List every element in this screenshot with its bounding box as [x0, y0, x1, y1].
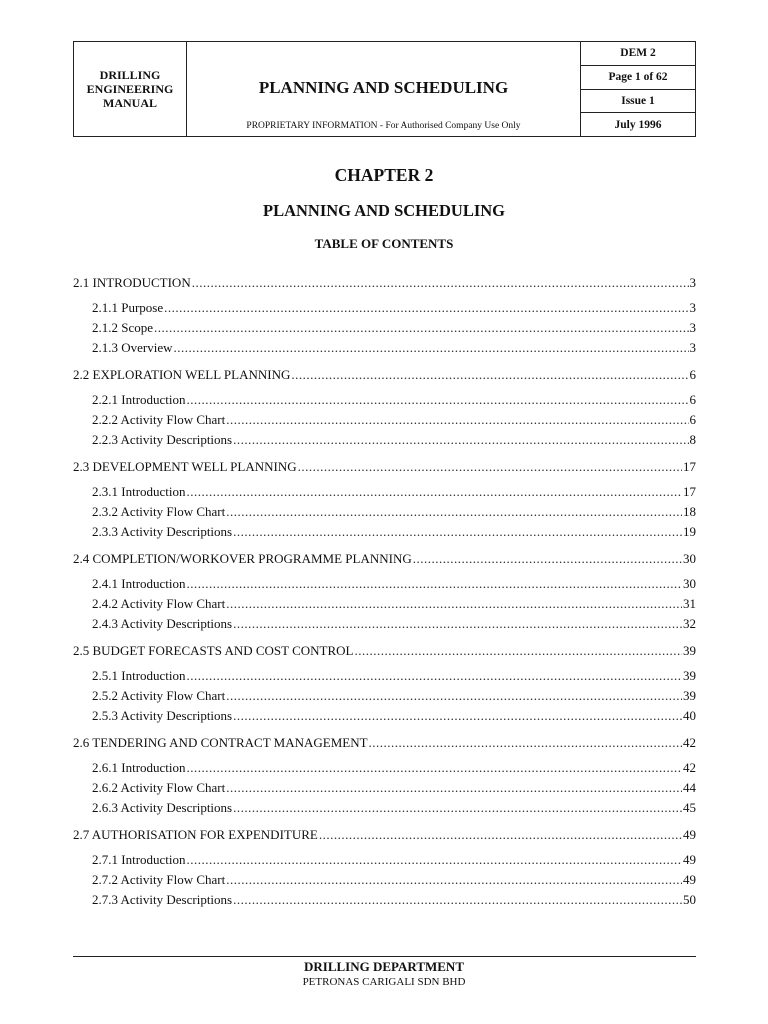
toc-subsection[interactable]: [92, 615, 696, 633]
toc-section[interactable]: [73, 642, 696, 660]
toc-page-number: 42: [683, 735, 696, 750]
chapter-heading: CHAPTER 2: [334, 165, 434, 185]
toc-dot-leader: [355, 642, 682, 660]
toc-entry-title: 2.3.3 Activity Descriptions: [92, 524, 233, 539]
doc-code: DEM 2: [581, 42, 695, 66]
toc-page-number: 44: [683, 780, 696, 795]
toc-subsection[interactable]: [92, 871, 696, 889]
toc-subsection[interactable]: [92, 523, 696, 541]
toc-section[interactable]: [73, 274, 696, 292]
toc-entry-title: 2.4.3 Activity Descriptions: [92, 616, 233, 631]
toc-subsection[interactable]: [92, 687, 696, 705]
toc-page-number: 6: [689, 412, 696, 427]
toc-entry-title: 2.4 COMPLETION/WORKOVER PROGRAMME PLANNING: [73, 551, 412, 566]
toc-subsection[interactable]: [92, 707, 696, 725]
toc-dot-leader: [233, 707, 682, 725]
page-number: Page 1 of 62: [581, 66, 695, 90]
toc-section[interactable]: [73, 458, 696, 476]
toc-dot-leader: [192, 274, 689, 292]
toc-entry-title: 2.6.1 Introduction: [92, 760, 186, 775]
toc-dot-leader: [164, 299, 688, 317]
toc-subsection[interactable]: [92, 891, 696, 909]
toc-dot-leader: [226, 779, 682, 797]
toc-section[interactable]: [73, 826, 696, 844]
toc-page-number: 39: [683, 643, 696, 658]
toc-page-number: 32: [683, 616, 696, 631]
toc-entry-title: 2.1 INTRODUCTION: [73, 275, 191, 290]
toc-dot-leader: [226, 687, 682, 705]
toc-section[interactable]: [73, 550, 696, 568]
toc-page-number: 8: [689, 432, 696, 447]
toc-page-number: 3: [689, 300, 696, 315]
toc-page-number: 3: [689, 340, 696, 355]
toc-page-number: 42: [683, 760, 696, 775]
header-title-cell: [187, 42, 581, 136]
toc-dot-leader: [226, 871, 682, 889]
toc-subsection[interactable]: [92, 431, 696, 449]
toc-dot-leader: [319, 826, 682, 844]
toc-entry-title: 2.2.2 Activity Flow Chart: [92, 412, 226, 427]
issue-number: Issue 1: [581, 90, 695, 114]
issue-date: July 1996: [614, 118, 662, 131]
toc-page-number: 39: [683, 688, 696, 703]
chapter-subject: PLANNING AND SCHEDULING: [262, 201, 506, 220]
toc-subsection[interactable]: [92, 759, 696, 777]
toc-entry-title: 2.1.3 Overview: [92, 340, 173, 355]
toc-page-number: 18: [683, 504, 696, 519]
toc-entry-title: 2.2 EXPLORATION WELL PLANNING: [73, 367, 291, 382]
toc-page-number: 30: [683, 576, 696, 591]
manual-label: [74, 42, 187, 136]
toc-entry-title: 2.6 TENDERING AND CONTRACT MANAGEMENT: [73, 735, 368, 750]
toc-entry-title: 2.3 DEVELOPMENT WELL PLANNING: [73, 459, 297, 474]
toc-entry-title: 2.7 AUTHORISATION FOR EXPENDITURE: [73, 827, 318, 842]
toc-page-number: 49: [683, 872, 696, 887]
manual-label-line: MANUAL: [103, 96, 157, 110]
toc-dot-leader: [369, 734, 682, 752]
manual-label-line: DRILLING: [99, 68, 161, 82]
toc-dot-leader: [174, 339, 689, 357]
toc-page-number: 30: [683, 551, 696, 566]
toc-dot-leader: [233, 891, 682, 909]
toc-dot-leader: [233, 799, 682, 817]
toc-dot-leader: [291, 366, 688, 384]
toc-dot-leader: [226, 503, 682, 521]
document-info-cells: [581, 42, 695, 136]
toc-subsection[interactable]: [92, 483, 696, 501]
toc-page-number: 19: [683, 524, 696, 539]
toc-subsection[interactable]: [92, 851, 696, 869]
document-header: [73, 41, 696, 137]
header-title: PLANNING AND SCHEDULING: [258, 78, 509, 97]
toc-page-number: 49: [683, 827, 696, 842]
toc-entry-title: 2.5.1 Introduction: [92, 668, 186, 683]
toc-page-number: 6: [689, 367, 696, 382]
toc-dot-leader: [187, 483, 682, 501]
toc-dot-leader: [226, 411, 688, 429]
toc-page-number: 17: [683, 459, 696, 474]
toc-subsection[interactable]: [92, 575, 696, 593]
toc-dot-leader: [233, 431, 688, 449]
toc-dot-leader: [187, 575, 682, 593]
toc-page-number: 50: [683, 892, 696, 907]
toc-entry-title: 2.7.2 Activity Flow Chart: [92, 872, 226, 887]
toc-subsection[interactable]: [92, 411, 696, 429]
toc-entry-title: 2.5.3 Activity Descriptions: [92, 708, 233, 723]
toc-dot-leader: [413, 550, 682, 568]
toc-entry-title: 2.5 BUDGET FORECASTS AND COST CONTROL: [73, 643, 354, 658]
toc-dot-leader: [187, 667, 682, 685]
proprietary-notice: PROPRIETARY INFORMATION - For Authorised Company Use Only: [246, 121, 521, 131]
toc-subsection[interactable]: [92, 595, 696, 613]
toc-dot-leader: [233, 523, 682, 541]
toc-entry-title: 2.6.2 Activity Flow Chart: [92, 780, 226, 795]
toc-dot-leader: [233, 615, 682, 633]
footer-company: PETRONAS CARIGALI SDN BHD: [302, 976, 466, 988]
toc-dot-leader: [226, 595, 682, 613]
toc-page-number: 3: [689, 275, 696, 290]
toc-entry-title: 2.2.1 Introduction: [92, 392, 186, 407]
toc-page-number: 31: [683, 596, 696, 611]
manual-label-line: ENGINEERING: [86, 82, 174, 96]
toc-subsection[interactable]: [92, 319, 696, 337]
toc-subsection[interactable]: [92, 503, 696, 521]
toc-page-number: 45: [683, 800, 696, 815]
toc-subsection[interactable]: [92, 299, 696, 317]
toc-entry-title: 2.7.1 Introduction: [92, 852, 186, 867]
toc-page-number: 40: [683, 708, 696, 723]
toc-subsection[interactable]: [92, 779, 696, 797]
toc-page-number: 39: [683, 668, 696, 683]
toc-dot-leader: [154, 319, 688, 337]
toc-entry-title: 2.6.3 Activity Descriptions: [92, 800, 233, 815]
footer-divider: [73, 956, 696, 957]
toc-dot-leader: [187, 391, 689, 409]
toc-entry-title: 2.1.2 Scope: [92, 320, 154, 335]
toc-section[interactable]: [73, 366, 696, 384]
toc-dot-leader: [187, 759, 682, 777]
toc-entry-title: 2.2.3 Activity Descriptions: [92, 432, 233, 447]
toc-entry-title: 2.4.1 Introduction: [92, 576, 186, 591]
toc-entry-title: 2.3.1 Introduction: [92, 484, 186, 499]
toc-page-number: 6: [689, 392, 696, 407]
toc-dot-leader: [298, 458, 682, 476]
toc-entry-title: 2.4.2 Activity Flow Chart: [92, 596, 226, 611]
toc-entry-title: 2.7.3 Activity Descriptions: [92, 892, 233, 907]
toc-section[interactable]: [73, 734, 696, 752]
toc-subsection[interactable]: [92, 339, 696, 357]
footer-department: DRILLING DEPARTMENT: [303, 959, 464, 974]
toc-page-number: 49: [683, 852, 696, 867]
toc-entry-title: 2.1.1 Purpose: [92, 300, 164, 315]
toc-entry-title: 2.3.2 Activity Flow Chart: [92, 504, 226, 519]
toc-subsection[interactable]: [92, 391, 696, 409]
toc-subsection[interactable]: [92, 799, 696, 817]
toc-page-number: 17: [683, 484, 696, 499]
toc-entry-title: 2.5.2 Activity Flow Chart: [92, 688, 226, 703]
toc-heading: TABLE OF CONTENTS: [314, 236, 454, 251]
toc-page-number: 3: [689, 320, 696, 335]
toc-dot-leader: [187, 851, 682, 869]
toc-subsection[interactable]: [92, 667, 696, 685]
